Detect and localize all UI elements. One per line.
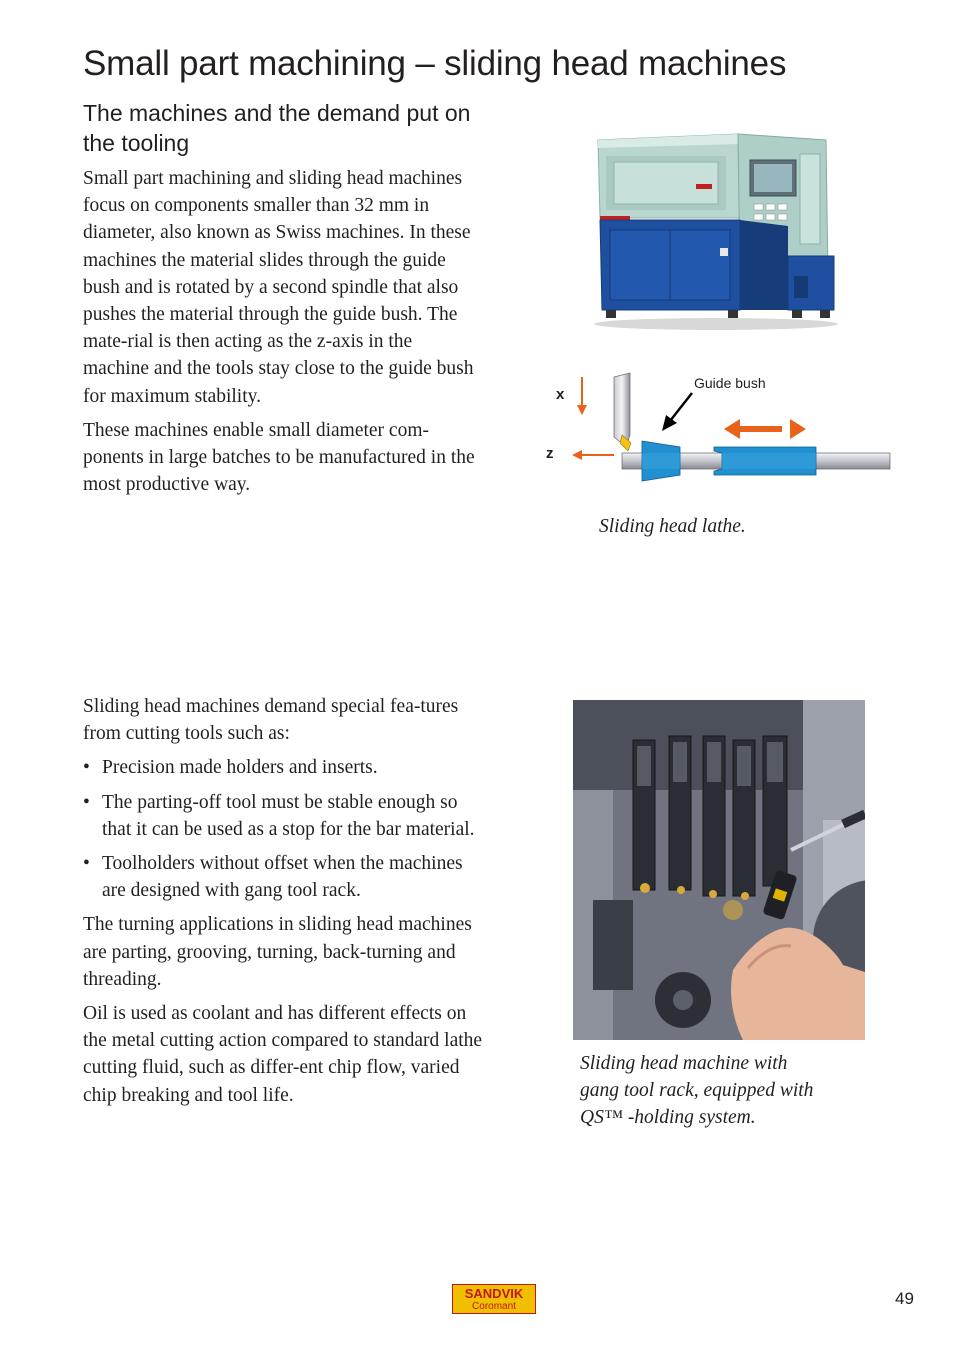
logo-top-text: SANDVIK [464, 1286, 524, 1301]
applications-paragraph: The turning applications in sliding head machines are parting, grooving, turning, back-turning and threading. [83, 914, 472, 990]
spindle-motion-arrow [724, 419, 806, 439]
list-item: • Toolholders without offset when the machines are designed with gang tool rack. [83, 850, 488, 904]
feature-list [83, 754, 488, 904]
page-number: 49 [895, 1289, 914, 1308]
intro-text [83, 165, 483, 505]
page-title: Small part machining – sliding head machines [83, 44, 787, 83]
intro-paragraph-2: These machines enable small diameter com-ponents in large batches to be manufactured in the most productive way. [83, 419, 475, 496]
logo-bottom-text: Coromant [472, 1301, 516, 1312]
list-item: • The parting-off tool must be stable enough so that it can be used as a stop for the bar material. [83, 789, 488, 843]
section-heading: The machines and the demand put on the tooling [83, 100, 471, 156]
intro-paragraph-1: Small part machining and sliding head machines focus on components smaller than 32 mm in diameter, also known as Swiss machines. In these machines the material slides through the guide bush and is rotated by a second spindle that also pushes the material through the guide bush. The mate-rial is then acting as the z-axis in the machine and the tools stay close to the guide bush for maximum stability. [83, 168, 474, 407]
z-axis-label: z [546, 445, 554, 462]
coolant-paragraph: Oil is used as coolant and has different effects on the metal cutting action compared to standard lathe cutting fluid, such as differ-ent chip flow, varied chip breaking and tool life. [83, 1003, 483, 1106]
x-axis-label: x [556, 386, 565, 403]
guide-bush-pointer [670, 393, 692, 421]
lathe-caption: Sliding head lathe. [599, 516, 746, 537]
demand-intro: Sliding head machines demand special fea-tures from cutting tools such as: [83, 696, 459, 745]
sandvik-logo [452, 1284, 536, 1314]
demand-text [83, 693, 488, 1116]
list-item: • Precision made holders and inserts. [83, 754, 488, 781]
sliding-head-lathe-image [588, 126, 844, 330]
guide-bush-label: Guide bush [694, 375, 766, 391]
machine-caption: Sliding head machine with gang tool rack, equipped with QS™ -holding system. [580, 1053, 814, 1128]
gang-tool-rack-photo [573, 700, 865, 1040]
